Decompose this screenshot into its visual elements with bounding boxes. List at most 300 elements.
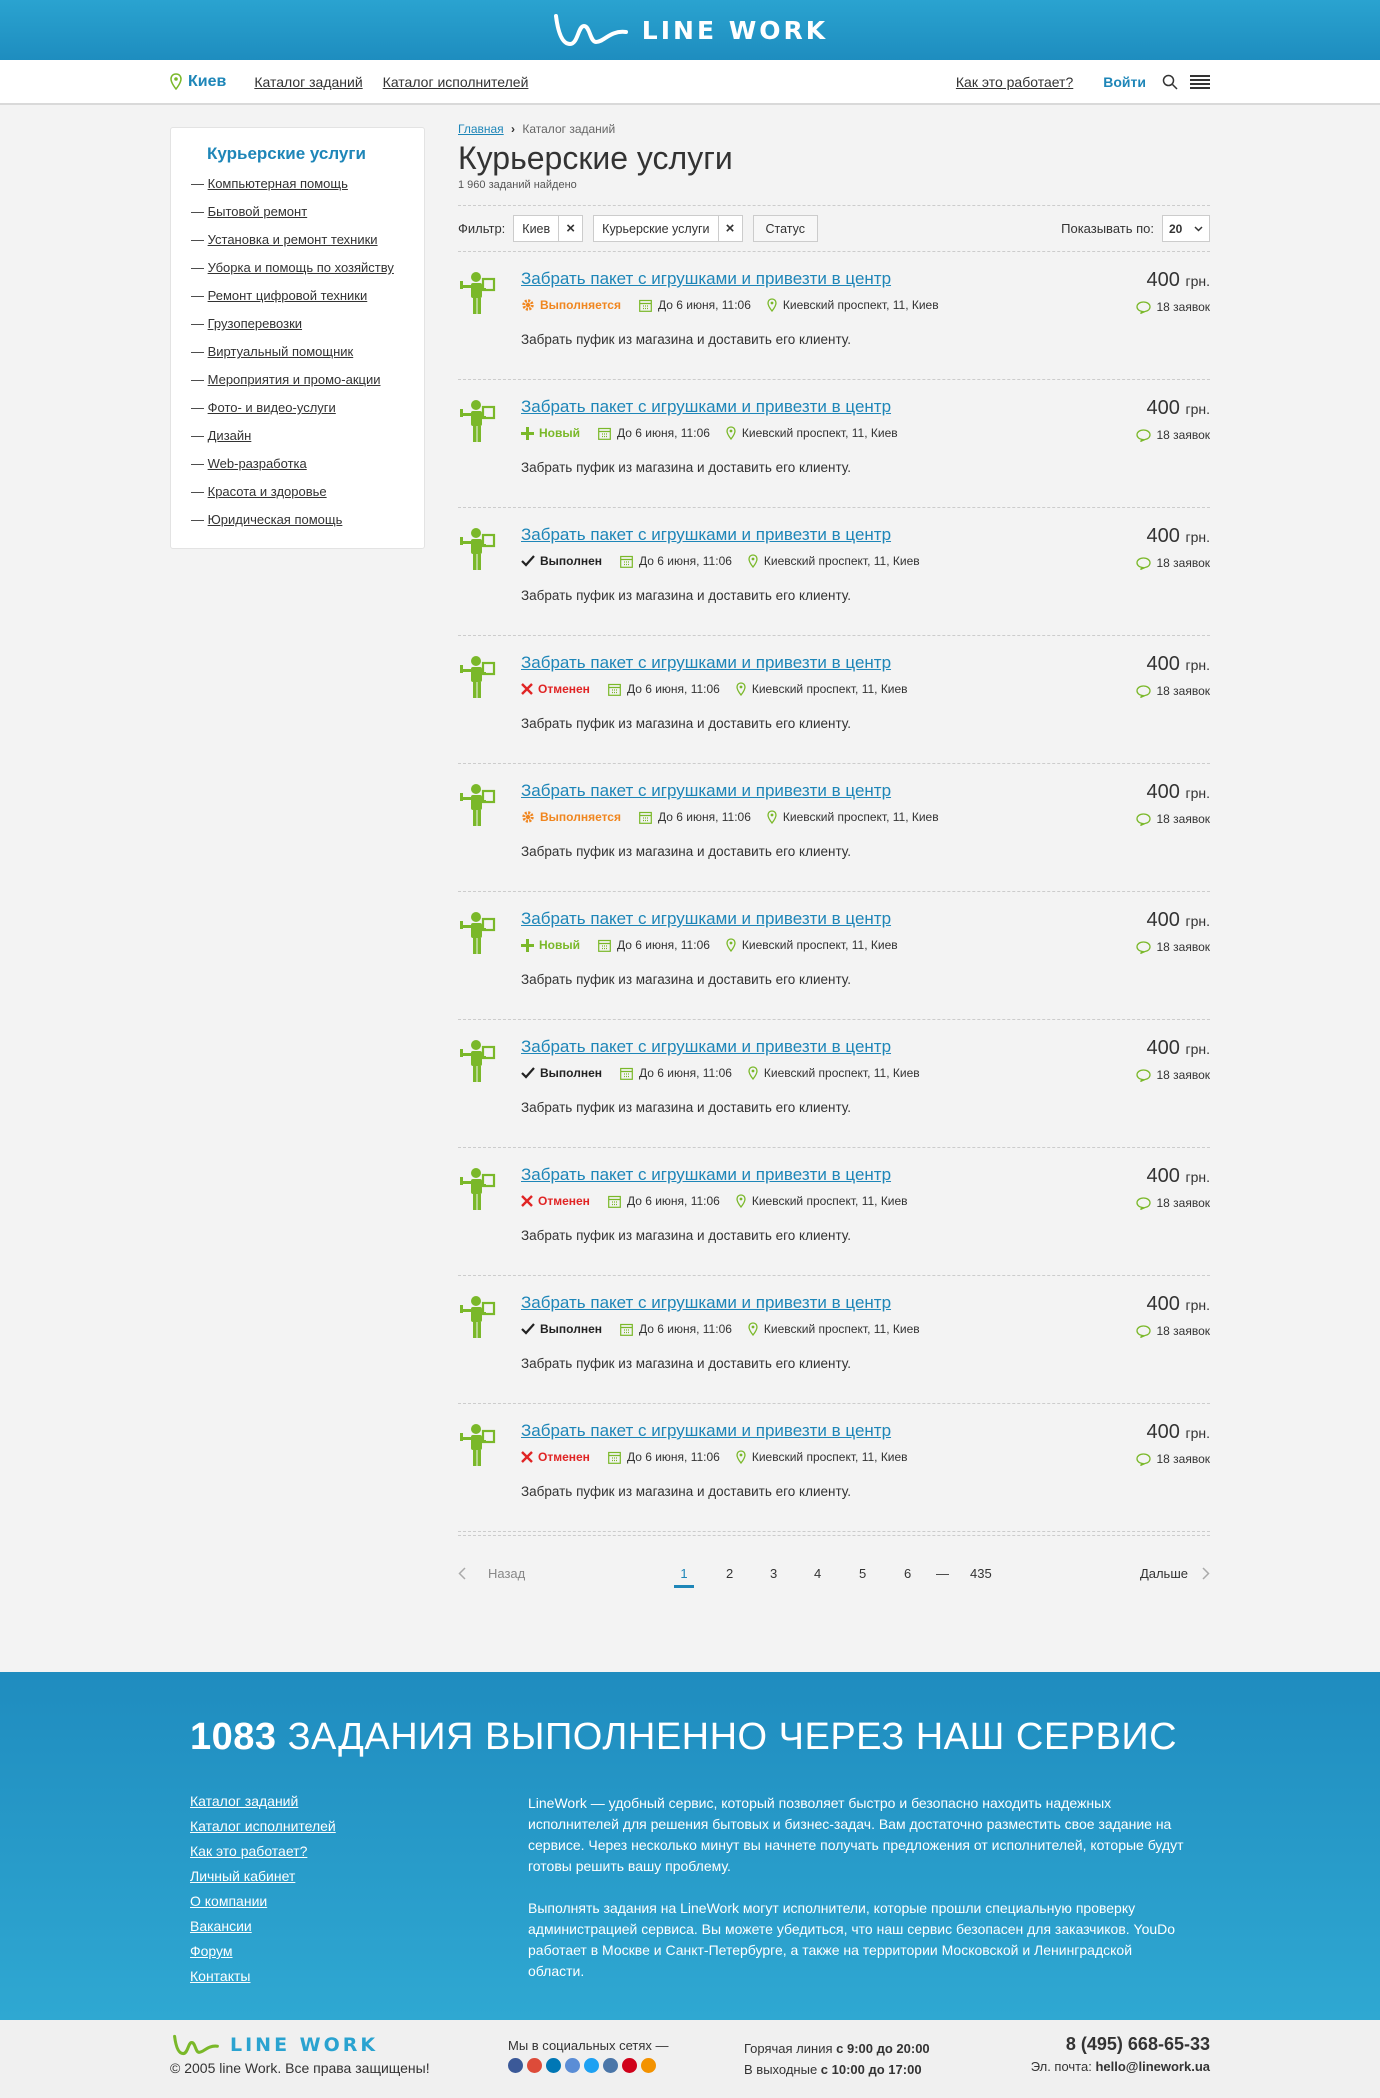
cross-icon — [521, 1451, 533, 1463]
page-size-label: Показывать по: — [1061, 221, 1154, 236]
breadcrumb-separator: › — [511, 122, 516, 136]
task-deadline — [620, 1066, 732, 1080]
cross-icon — [521, 683, 533, 695]
sidebar-item[interactable] — [191, 394, 424, 422]
task-title-link[interactable]: Забрать пакет с игрушками и привезти в центр — [521, 781, 892, 800]
task-meta — [521, 1066, 936, 1080]
task-address — [748, 1322, 920, 1336]
task-bids-count: 18 заявок — [1156, 1068, 1210, 1082]
task-description: Забрать пуфик из магазина и доставить его клиенту. — [521, 844, 851, 859]
task-description: Забрать пуфик из магазина и доставить его клиенту. — [521, 972, 851, 987]
calendar-icon — [608, 1451, 621, 1464]
login-button[interactable]: Войти — [1103, 73, 1146, 90]
task-price-value: 400 — [1146, 1421, 1180, 1443]
sidebar-item-label: Мероприятия и промо-акции — [207, 372, 381, 387]
task-price-value: 400 — [1146, 1037, 1180, 1059]
location-pin-icon — [736, 1450, 746, 1464]
task-price-value: 400 — [1146, 909, 1180, 931]
task-deadline-text: До 6 июня, 11:06 — [617, 938, 710, 952]
task-address — [726, 426, 898, 440]
task-deadline-text: До 6 июня, 11:06 — [617, 426, 710, 440]
task-deadline-text: До 6 июня, 11:06 — [626, 682, 720, 696]
sidebar-item-label: Установка и ремонт техники — [207, 232, 378, 247]
task-address-text: Киевский проспект, 11, Киев — [782, 810, 939, 824]
task-status-label: Выполняется — [540, 810, 621, 824]
completed-count: 1083 — [190, 1716, 277, 1758]
task-address — [736, 682, 908, 696]
task-status-label: Отменен — [538, 1194, 590, 1208]
calendar-icon — [620, 1323, 633, 1336]
sidebar-item[interactable] — [191, 506, 424, 534]
task-address-text: Киевский проспект, 11, Киев — [741, 426, 898, 440]
sidebar-item-label: Дизайн — [207, 428, 252, 443]
task-description: Забрать пуфик из магазина и доставить его клиенту. — [521, 460, 851, 475]
sidebar-item-dash: — — [191, 316, 208, 331]
task-title-link[interactable]: Забрать пакет с игрушками и привезти в центр — [521, 525, 892, 544]
task-price-value: 400 — [1146, 525, 1180, 547]
task-status — [521, 938, 580, 952]
category-list — [191, 170, 424, 534]
sidebar-item-label: Web-разработка — [207, 456, 307, 471]
menu-icon[interactable] — [1190, 75, 1210, 89]
sidebar-item-dash: — — [191, 344, 208, 359]
status-filter-label: Статус — [765, 221, 806, 236]
sidebar-item[interactable] — [191, 422, 424, 450]
task-meta — [521, 554, 936, 568]
task-category-avatar — [458, 782, 498, 831]
task-meta — [521, 810, 955, 824]
weekend-label: В выходные — [744, 2062, 818, 2077]
email-line — [1031, 2059, 1210, 2074]
prev-page-label: Назад — [488, 1566, 526, 1581]
page-number-last[interactable]: 435 — [970, 1566, 992, 1581]
page-number-1[interactable]: 1 — [674, 1566, 694, 1588]
task-bids-count: 18 заявок — [1156, 940, 1210, 954]
task-address-text: Киевский проспект, 11, Киев — [741, 938, 898, 952]
filter-chip-city — [513, 215, 583, 242]
sidebar-item[interactable] — [191, 478, 424, 506]
task-status-label: Выполнен — [540, 1066, 602, 1080]
speech-bubble-icon — [1136, 429, 1151, 442]
sidebar-item-label: Красота и здоровье — [207, 484, 327, 499]
social-network-icon[interactable] — [527, 2058, 542, 2073]
page-size-select[interactable] — [1162, 215, 1210, 242]
sidebar-item-label: Бытовой ремонт — [207, 204, 308, 219]
speech-bubble-icon — [1136, 1197, 1151, 1210]
task-bids[interactable] — [1136, 1068, 1210, 1082]
task-status-label: Новый — [539, 426, 580, 440]
filter-label: Фильтр: — [458, 221, 506, 236]
task-price-value: 400 — [1146, 1165, 1180, 1187]
task-price-currency: грн. — [1185, 1425, 1210, 1441]
calendar-icon — [608, 683, 621, 696]
task-category-avatar — [458, 398, 498, 447]
task-bids[interactable] — [1136, 428, 1210, 442]
calendar-icon — [620, 555, 633, 568]
speech-bubble-icon — [1136, 557, 1151, 570]
footer-link[interactable]: Как это работает? — [190, 1843, 308, 1859]
main-navbar — [0, 60, 1380, 105]
task-status — [521, 426, 580, 440]
social-network-icon[interactable] — [584, 2058, 599, 2073]
task-card — [458, 379, 1210, 507]
brand-logo[interactable] — [552, 12, 828, 48]
page-size-control — [1061, 215, 1210, 242]
task-bids[interactable] — [1136, 300, 1210, 314]
task-bids-count: 18 заявок — [1156, 812, 1210, 826]
task-address-text: Киевский проспект, 11, Киев — [782, 298, 939, 312]
speech-bubble-icon — [1136, 813, 1151, 826]
plus-icon — [521, 939, 534, 952]
task-address — [767, 810, 939, 824]
pagination-ellipsis: — — [936, 1566, 949, 1581]
task-category-avatar — [458, 270, 498, 319]
sidebar-item-label: Компьютерная помощь — [207, 176, 348, 191]
task-price-currency: грн. — [1185, 1041, 1210, 1057]
task-card — [458, 891, 1210, 1019]
location-pin-icon — [748, 1066, 758, 1080]
task-address-text: Киевский проспект, 11, Киев — [751, 1450, 908, 1464]
sidebar-item-dash: — — [191, 204, 208, 219]
courier-icon — [458, 398, 498, 444]
courier-icon — [458, 526, 498, 572]
calendar-icon — [620, 1067, 633, 1080]
task-category-avatar — [458, 1294, 498, 1343]
task-title-link[interactable]: Забрать пакет с игрушками и привезти в центр — [521, 397, 892, 416]
task-description: Забрать пуфик из магазина и доставить его клиенту. — [521, 1100, 851, 1115]
task-price-currency: грн. — [1185, 1297, 1210, 1313]
sidebar-item-dash: — — [191, 512, 208, 527]
social-network-icon[interactable] — [641, 2058, 656, 2073]
weekend-hours: с 10:00 до 17:00 — [820, 2062, 922, 2077]
task-category-avatar — [458, 1166, 498, 1215]
task-status-label: Выполнен — [540, 1322, 602, 1336]
task-deadline — [620, 1322, 732, 1336]
task-bids-count: 18 заявок — [1156, 1452, 1210, 1466]
social-network-icon[interactable] — [508, 2058, 523, 2073]
task-status — [521, 298, 621, 312]
task-deadline-text: До 6 июня, 11:06 — [639, 1322, 732, 1336]
task-status-label: Выполняется — [540, 298, 621, 312]
prev-page-button[interactable] — [458, 1566, 525, 1581]
task-bids-count: 18 заявок — [1156, 1324, 1210, 1338]
task-card — [458, 507, 1210, 635]
calendar-icon — [598, 427, 611, 440]
task-status — [521, 1322, 602, 1336]
footer-link[interactable]: О компании — [190, 1893, 268, 1909]
courier-icon — [458, 910, 498, 956]
remove-filter-icon[interactable]: × — [718, 216, 742, 241]
task-bids[interactable] — [1136, 556, 1210, 570]
chevron-left-icon — [458, 1567, 466, 1580]
about-paragraph: Выполнять задания на LineWork могут исполнители, которые прошли специальную проверку администрацией сервиса. Вы можете убедиться, что наш сервис безопасен для заказчиков. YouDo работает в Москве и Санкт-Петербурге, а также на территории Московской и Ленинградской области. — [528, 1900, 1176, 1979]
task-price-currency: грн. — [1185, 785, 1210, 801]
checkmark-icon — [521, 1323, 535, 1335]
checkmark-icon — [521, 1067, 535, 1079]
plus-icon — [521, 427, 534, 440]
task-bids-count: 18 заявок — [1156, 556, 1210, 570]
footer-link[interactable]: Вакансии — [190, 1918, 252, 1934]
footer-link[interactable]: Каталог заданий — [190, 1793, 299, 1809]
task-meta — [521, 1450, 924, 1464]
footer-links — [190, 1793, 336, 1993]
task-address — [726, 938, 898, 952]
task-title-link[interactable]: Забрать пакет с игрушками и привезти в центр — [521, 1037, 892, 1056]
footer-link[interactable]: Личный кабинет — [190, 1868, 296, 1884]
main-content — [458, 122, 1210, 1532]
task-price — [1147, 269, 1210, 292]
task-bids[interactable] — [1136, 1196, 1210, 1210]
task-bids[interactable] — [1136, 1324, 1210, 1338]
task-meta — [521, 298, 955, 312]
sidebar-item[interactable] — [191, 170, 424, 198]
task-address-text: Киевский проспект, 11, Киев — [751, 682, 908, 696]
checkmark-icon — [521, 555, 535, 567]
logo-mark-icon — [170, 2034, 222, 2056]
social-network-icon[interactable] — [622, 2058, 637, 2073]
footer-link[interactable]: Контакты — [190, 1968, 251, 1984]
sidebar-item-label: Виртуальный помощник — [207, 344, 354, 359]
hotline-line — [744, 2038, 930, 2059]
courier-icon — [458, 1294, 498, 1340]
page-number-5[interactable]: 5 — [859, 1566, 867, 1581]
task-address — [736, 1450, 908, 1464]
city-selector[interactable] — [170, 73, 226, 91]
sidebar-item[interactable] — [191, 282, 424, 310]
task-price-currency: грн. — [1185, 657, 1210, 673]
filter-chip-label: Киев — [522, 221, 551, 236]
about-text — [528, 1793, 1188, 1982]
bottom-bar — [0, 2020, 1380, 2098]
task-status — [521, 1066, 602, 1080]
task-address — [748, 554, 920, 568]
task-status-label: Отменен — [538, 682, 590, 696]
filter-chip-label: Курьерские услуги — [602, 221, 710, 236]
social-network-icon[interactable] — [546, 2058, 561, 2073]
task-price-currency: грн. — [1185, 913, 1210, 929]
sidebar-item[interactable] — [191, 226, 424, 254]
page-number-2[interactable]: 2 — [726, 1566, 734, 1581]
next-page-label: Дальше — [1139, 1566, 1188, 1581]
stats-footer — [0, 1672, 1380, 2020]
task-status — [521, 682, 590, 696]
task-card — [458, 1403, 1210, 1531]
courier-icon — [458, 1422, 498, 1468]
task-title-link[interactable]: Забрать пакет с игрушками и привезти в центр — [521, 1421, 892, 1440]
chevron-down-icon — [1194, 226, 1203, 232]
footer-link[interactable]: Форум — [190, 1943, 233, 1959]
sidebar-item[interactable] — [191, 450, 424, 478]
sidebar-item[interactable] — [191, 366, 424, 394]
task-deadline-text: До 6 июня, 11:06 — [626, 1450, 720, 1464]
location-pin-icon — [748, 1322, 758, 1336]
task-meta — [521, 938, 914, 952]
page-number-6[interactable]: 6 — [904, 1566, 912, 1581]
nav-link-tasks-catalog[interactable]: Каталог заданий — [254, 73, 363, 90]
breadcrumb-current: Каталог заданий — [522, 122, 616, 136]
task-title-link[interactable]: Забрать пакет с игрушками и привезти в центр — [521, 269, 892, 288]
task-bids[interactable] — [1136, 1452, 1210, 1466]
sidebar-item-dash: — — [191, 260, 208, 275]
task-deadline-text: До 6 июня, 11:06 — [657, 298, 751, 312]
social-network-icon[interactable] — [565, 2058, 580, 2073]
nav-link-performers-catalog[interactable]: Каталог исполнителей — [382, 73, 529, 90]
task-price-value: 400 — [1146, 269, 1180, 291]
sidebar-item[interactable] — [191, 338, 424, 366]
speech-bubble-icon — [1136, 1325, 1151, 1338]
social-icons — [508, 2058, 669, 2073]
filter-bar — [458, 205, 1210, 251]
remove-filter-icon[interactable]: × — [558, 216, 582, 241]
task-status — [521, 1450, 590, 1464]
contact-block — [1031, 2034, 1210, 2074]
location-pin-icon — [748, 554, 758, 568]
task-bids-count: 18 заявок — [1156, 684, 1210, 698]
task-description: Забрать пуфик из магазина и доставить его клиенту. — [521, 1356, 851, 1371]
sidebar-item-dash: — — [191, 232, 208, 247]
task-category-avatar — [458, 910, 498, 959]
task-description: Забрать пуфик из магазина и доставить его клиенту. — [521, 588, 851, 603]
sidebar-item[interactable] — [191, 310, 424, 338]
email-address[interactable]: hello@linework.ua — [1095, 2059, 1210, 2074]
task-category-avatar — [458, 1422, 498, 1471]
location-pin-icon — [726, 426, 736, 440]
sidebar-item-dash: — — [191, 456, 208, 471]
task-category-avatar — [458, 526, 498, 575]
gear-icon — [521, 810, 535, 824]
top-header — [0, 0, 1380, 60]
page-size-value: 20 — [1169, 221, 1183, 236]
calendar-icon — [598, 939, 611, 952]
task-bids[interactable] — [1136, 940, 1210, 954]
next-page-button[interactable] — [1140, 1566, 1210, 1581]
task-address — [748, 1066, 920, 1080]
hotline-hours: с 9:00 до 20:00 — [836, 2041, 930, 2056]
social-label: Мы в социальных сетях — — [508, 2038, 669, 2053]
task-meta — [521, 1322, 936, 1336]
social-block — [508, 2038, 669, 2073]
bottom-logo[interactable] — [170, 2034, 430, 2056]
task-bids[interactable] — [1136, 684, 1210, 698]
task-status — [521, 1194, 590, 1208]
sidebar-item-label: Грузоперевозки — [207, 316, 303, 331]
courier-icon — [458, 1038, 498, 1084]
filter-chip-category — [593, 215, 742, 242]
task-price-currency: грн. — [1185, 529, 1210, 545]
task-meta — [521, 426, 914, 440]
calendar-icon — [639, 811, 652, 824]
task-card — [458, 763, 1210, 891]
task-deadline — [598, 426, 710, 440]
how-it-works-link[interactable]: Как это работает? — [955, 73, 1074, 90]
sidebar-item[interactable] — [191, 198, 424, 226]
task-card — [458, 1275, 1210, 1403]
search-icon[interactable] — [1162, 74, 1178, 90]
task-deadline-text: До 6 июня, 11:06 — [657, 810, 751, 824]
speech-bubble-icon — [1136, 1069, 1151, 1082]
task-description: Забрать пуфик из магазина и доставить его клиенту. — [521, 332, 851, 347]
location-pin-icon — [170, 73, 182, 90]
task-status-label: Отменен — [538, 1450, 590, 1464]
task-title-link[interactable]: Забрать пакет с игрушками и привезти в центр — [521, 1293, 892, 1312]
sidebar-item-dash: — — [191, 176, 208, 191]
task-price-value: 400 — [1146, 653, 1180, 675]
phone-number[interactable]: 8 (495) 668-65-33 — [1065, 2034, 1210, 2054]
location-pin-icon — [767, 810, 777, 824]
status-filter-button[interactable] — [753, 215, 819, 242]
task-deadline — [608, 1450, 720, 1464]
hotline-block — [744, 2038, 930, 2080]
task-price-currency: грн. — [1185, 273, 1210, 289]
task-status-label: Новый — [539, 938, 580, 952]
task-title-link[interactable]: Забрать пакет с игрушками и привезти в центр — [521, 653, 892, 672]
breadcrumb-home[interactable]: Главная — [458, 122, 504, 136]
task-address — [767, 298, 939, 312]
task-price — [1147, 1421, 1210, 1444]
page-number-3[interactable]: 3 — [770, 1566, 778, 1581]
speech-bubble-icon — [1136, 301, 1151, 314]
location-pin-icon — [726, 938, 736, 952]
task-meta — [521, 1194, 924, 1208]
sidebar-item-label: Фото- и видео-услуги — [207, 400, 336, 415]
sidebar-item[interactable] — [191, 254, 424, 282]
task-bids[interactable] — [1136, 812, 1210, 826]
task-price-currency: грн. — [1185, 401, 1210, 417]
task-price — [1147, 1293, 1210, 1316]
task-category-avatar — [458, 654, 498, 703]
logo-wordmark: LINE WORK — [230, 2034, 379, 2056]
courier-icon — [458, 782, 498, 828]
breadcrumb — [458, 122, 1210, 136]
task-address-text: Киевский проспект, 11, Киев — [763, 554, 920, 568]
task-list — [458, 251, 1210, 1532]
task-price — [1147, 525, 1210, 548]
task-deadline-text: До 6 июня, 11:06 — [639, 1066, 732, 1080]
task-card — [458, 1019, 1210, 1147]
page-number-4[interactable]: 4 — [814, 1566, 822, 1581]
task-title-link[interactable]: Забрать пакет с игрушками и привезти в центр — [521, 1165, 892, 1184]
task-deadline-text: До 6 июня, 11:06 — [626, 1194, 720, 1208]
task-title-link[interactable]: Забрать пакет с игрушками и привезти в центр — [521, 909, 892, 928]
completed-tasks-headline — [190, 1716, 1177, 1759]
calendar-icon — [608, 1195, 621, 1208]
task-deadline — [639, 810, 751, 824]
results-count: 1 960 заданий найдено — [458, 179, 577, 191]
pagination — [458, 1535, 1210, 1579]
task-description: Забрать пуфик из магазина и доставить его клиенту. — [521, 716, 851, 731]
cross-icon — [521, 1195, 533, 1207]
task-bids-count: 18 заявок — [1156, 300, 1210, 314]
bottom-brand — [170, 2034, 430, 2076]
weekend-line — [744, 2059, 930, 2080]
sidebar-item-dash: — — [191, 484, 208, 499]
city-name: Киев — [188, 72, 227, 90]
task-price — [1147, 397, 1210, 420]
location-pin-icon — [767, 298, 777, 312]
task-price — [1147, 1037, 1210, 1060]
task-bids-count: 18 заявок — [1156, 428, 1210, 442]
footer-link[interactable]: Каталог исполнителей — [190, 1818, 336, 1834]
task-status — [521, 554, 602, 568]
task-deadline — [598, 938, 710, 952]
sidebar-item-dash: — — [191, 372, 208, 387]
courier-icon — [458, 654, 498, 700]
sidebar-item-label: Юридическая помощь — [207, 512, 343, 527]
sidebar-item-label: Ремонт цифровой техники — [207, 288, 368, 303]
task-price-currency: грн. — [1185, 1169, 1210, 1185]
social-network-icon[interactable] — [603, 2058, 618, 2073]
task-deadline — [608, 1194, 720, 1208]
